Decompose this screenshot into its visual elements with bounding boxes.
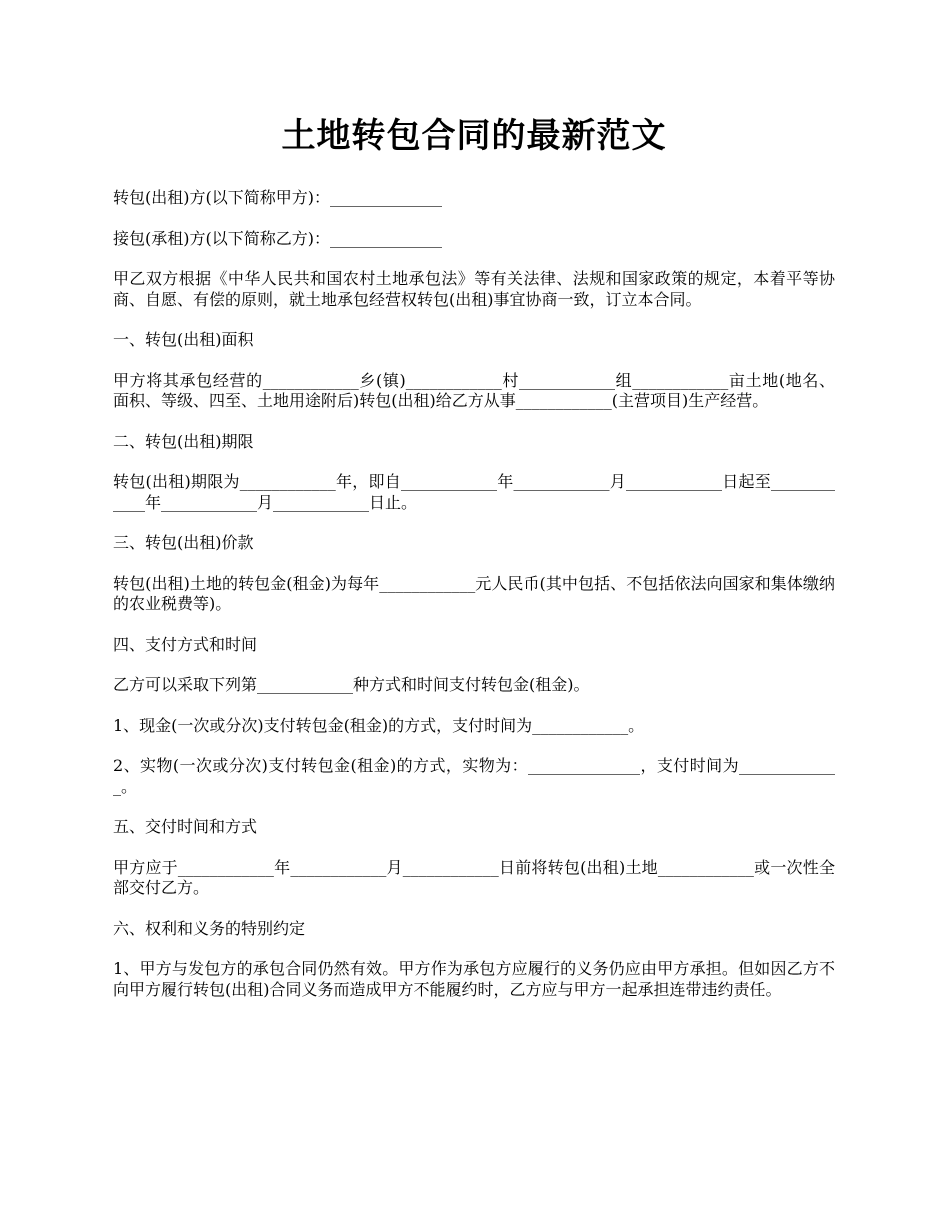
section-1-body: 甲方将其承包经营的____________乡(镇)____________村____________组____________亩土地(地名、面积、等级、四至、土地用途附后)转包(出租)给乙方从事____________(主营项目)生产经营。: [113, 370, 835, 410]
section-6-item-1: 1、甲方与发包方的承包合同仍然有效。甲方作为承包方应履行的义务仍应由甲方承担。但如因乙方不向甲方履行转包(出租)合同义务而造成甲方不能履约时，乙方应与甲方一起承担连带违约责任。: [113, 959, 835, 999]
section-heading-3: 三、转包(出租)价款: [113, 533, 254, 552]
party-b-line: 接包(承租)方(以下简称乙方)：______________: [113, 228, 442, 248]
section-heading-5: 五、交付时间和方式: [113, 817, 258, 836]
section-4-item-1: 1、现金(一次或分次)支付转包金(租金)的方式，支付时间为____________。: [113, 715, 645, 735]
preamble-paragraph: 甲乙双方根据《中华人民共和国农村土地承包法》等有关法律、法规和国家政策的规定，本着平等协商、自愿、有偿的原则，就土地承包经营权转包(出租)事宜协商一致，订立本合同。: [113, 269, 835, 309]
section-3-body: 转包(出租)土地的转包金(租金)为每年____________元人民币(其中包括、不包括依法向国家和集体缴纳的农业税费等)。: [113, 573, 835, 613]
section-heading-6: 六、权利和义务的特别约定: [113, 918, 306, 938]
section-4-item-2: 2、实物(一次或分次)支付转包金(租金)的方式，实物为：______________，支付时间为_____________。: [113, 756, 835, 796]
section-heading-4: 四、支付方式和时间: [113, 634, 258, 654]
section-2-body: 转包(出租)期限为____________年，即自____________年____________月____________日起至____________年____________月____________日止。: [113, 472, 835, 512]
section-5-body: 甲方应于____________年____________月____________日前将转包(出租)土地____________或一次性全部交付乙方。: [113, 857, 835, 897]
section-heading-2: 二、转包(出租)期限: [113, 431, 254, 451]
document-title: 土地转包合同的最新范文: [281, 116, 667, 156]
party-a-line: 转包(出租)方(以下简称甲方)：______________: [113, 188, 442, 207]
document-page: [113, 110, 835, 1020]
section-4-body: 乙方可以采取下列第____________种方式和时间支付转包金(租金)。: [113, 675, 590, 694]
section-heading-1: 一、转包(出租)面积: [113, 330, 254, 349]
